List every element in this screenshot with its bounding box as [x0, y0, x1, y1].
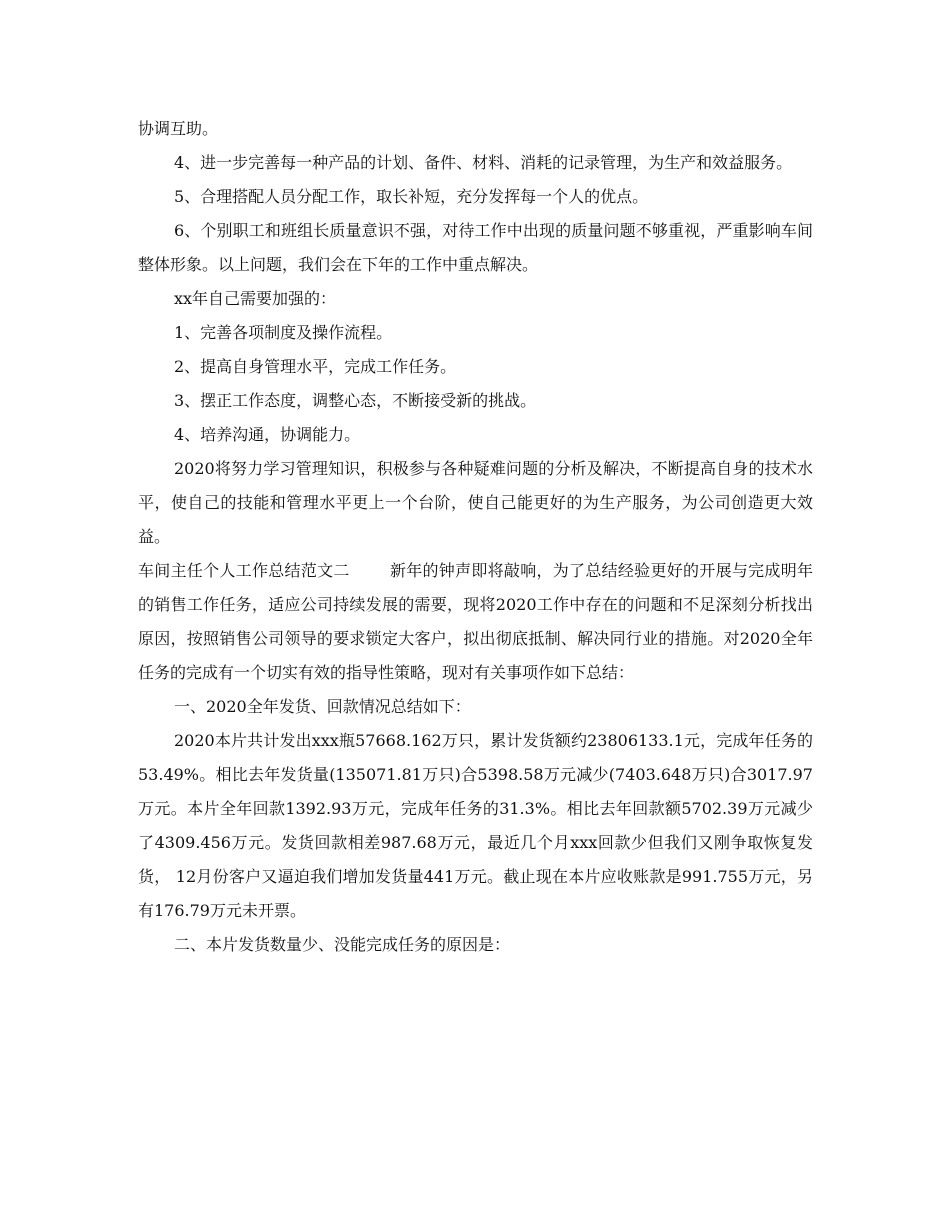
section-intro-text: 新年的钟声即将敲响，为了总结经验更好的开展与完成明年的销售工作任务，适应公司持续发展的需要，现将2020工作中存在的问题和不足深刻分析找出原因，按照销售公司领导的要求锁定大客户，拟出彻底抵制、解决同行业的措施。对2020全年任务的完成有一个切实有效的指导性策略，现对有关事项作如下总结： — [138, 561, 813, 682]
paragraph-improvement-3: 3、摆正工作态度，调整心态，不断接受新的挑战。 — [174, 391, 537, 410]
paragraph-item-6: 6、个别职工和班组长质量意识不强，对待工作中出现的质量问题不够重视，严重影响车间整体形象。以上问题，我们会在下年的工作中重点解决。 — [138, 221, 813, 274]
paragraph-shipment-figures: 2020本片共计发出xxx瓶57668.162万只，累计发货额约23806133.1元，完成年任务的53.49%。相比去年发货量(135071.81万只)合5398.58万元减少(7403.648万只)合3017.97万元。本片全年回款1392.93万元，完成年任务的31.3%。相比去年回款额5702.39万元减少了4309.456万元。发货回款相差987.68万元，最近几个月xxx回款少但我们又刚争取恢复发货， 12月份客户又逼迫我们增加发货量441万元。截止现在本片应收账款是991.755万元，另有176.79万元未开票。 — [138, 731, 813, 920]
paragraph-sample-two — [138, 554, 813, 690]
paragraph-improvement-heading: xx年自己需要加强的： — [174, 289, 337, 308]
paragraph-plan-2020: 2020将努力学习管理知识，积极参与各种疑难问题的分析及解决，不断提高自身的技术水平，使自己的技能和管理水平更上一个台阶，使自己能更好的为生产服务，为公司创造更大效益。 — [138, 459, 813, 546]
paragraph-section-one-heading: 一、2020全年发货、回款情况总结如下： — [174, 697, 471, 716]
paragraph-section-two-heading: 二、本片发货数量少、没能完成任务的原因是： — [174, 935, 511, 954]
paragraph-item-5: 5、合理搭配人员分配工作，取长补短，充分发挥每一个人的优点。 — [174, 187, 649, 206]
section-title: 车间主任个人工作总结范文二 — [138, 561, 350, 580]
paragraph-continuation: 协调互助。 — [138, 119, 219, 138]
paragraph-item-4: 4、进一步完善每一种产品的计划、备件、材料、消耗的记录管理，为生产和效益服务。 — [174, 153, 793, 172]
document-body — [138, 112, 813, 962]
paragraph-improvement-1: 1、完善各项制度及操作流程。 — [174, 323, 393, 342]
paragraph-improvement-2: 2、提高自身管理水平，完成工作任务。 — [174, 357, 457, 376]
paragraph-improvement-4: 4、培养沟通，协调能力。 — [174, 425, 361, 444]
